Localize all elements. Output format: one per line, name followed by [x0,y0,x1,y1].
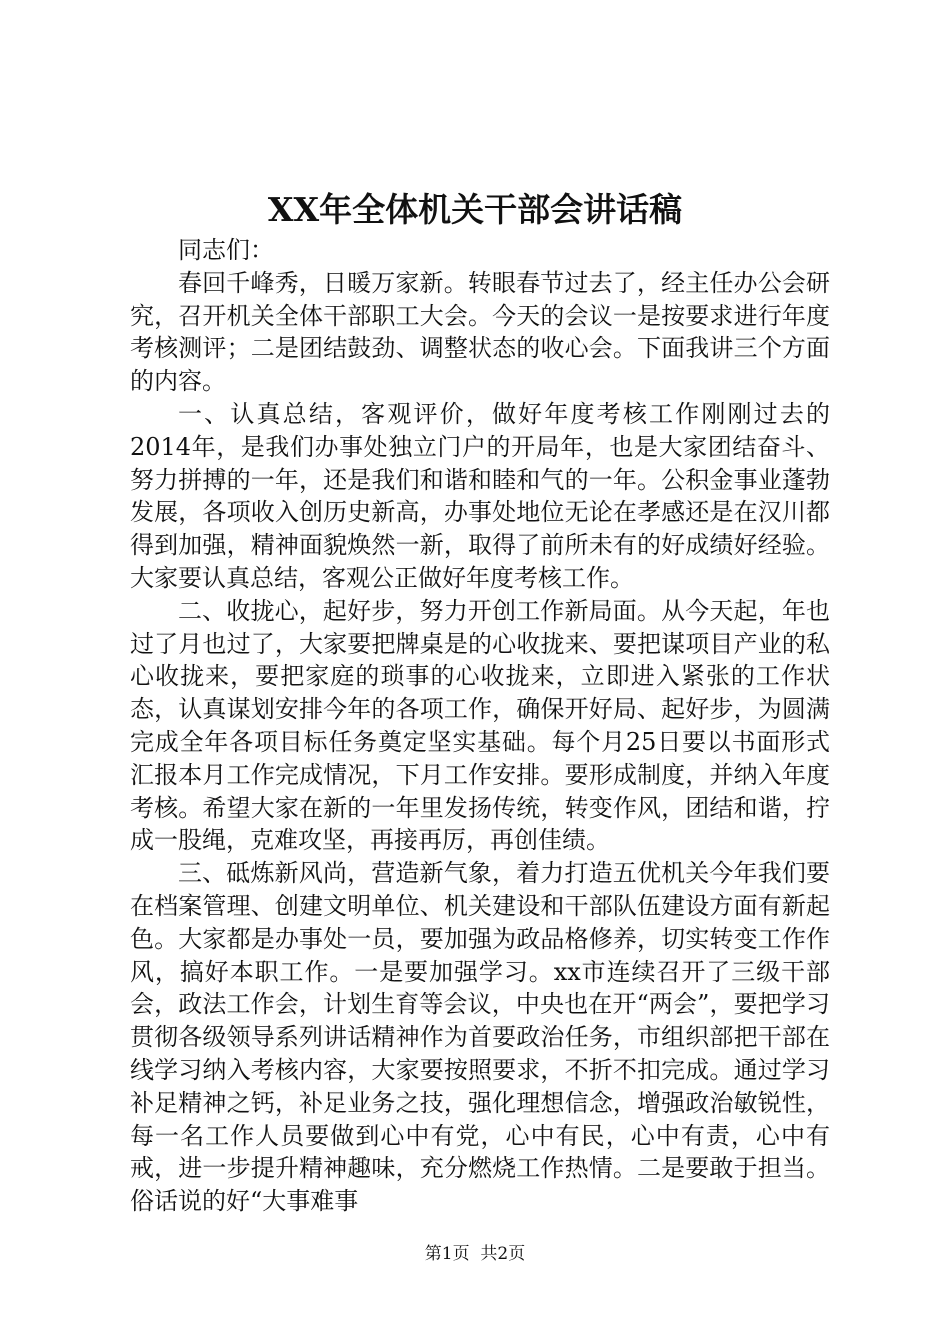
page-footer [0,1243,950,1265]
footer-spacer [470,1244,481,1264]
page-total: 共2页 [480,1244,526,1264]
salutation-paragraph: 同志们： [178,236,274,264]
section-three-paragraph: 三、砥炼新风尚，营造新气象，着力打造五优机关今年我们要在档案管理、创建文明单位、机关建设和干部队伍建设方面有新起色。大家都是办事处一员，要加强为政品格修养，切实转变工作作风，搞好本职工作。一是要加强学习。xx市连续召开了三级干部会，政法工作会，计划生育等会议，中央也在开“两会”，要把学习贯彻各级领导系列讲话精神作为首要政治任务，市组织部把干部在线学习纳入考核内容，大家要按照要求，不折不扣完成。通过学习补足精神之钙，补足业务之技，强化理想信念，增强政治敏锐性，每一名工作人员要做到心中有党，心中有民，心中有责，心中有戒，进一步提升精神趣味，充分燃烧工作热情。二是要敢于担当。俗话说的好“大事难事 [130,859,830,1216]
document-body [130,234,830,1218]
document-title: XX年全体机关干部会讲话稿 [267,190,683,229]
section-one-paragraph: 一、认真总结，客观评价，做好年度考核工作刚刚过去的2014年，是我们办事处独立门户的开局年，也是大家团结奋斗、努力拼搏的一年，还是我们和谐和睦和气的一年。公积金事业蓬勃发展，各项收入创历史新高，办事处地位无论在孝感还是在汉川都得到加强，精神面貌焕然一新，取得了前所未有的好成绩好经验。大家要认真总结，客观公正做好年度考核工作。 [130,399,830,592]
section-two-paragraph: 二、收拢心，起好步，努力开创工作新局面。从今天起，年也过了月也过了，大家要把牌桌是的心收拢来、要把谋项目产业的私心收拢来，要把家庭的琐事的心收拢来，立即进入紧张的工作状态，认真谋划安排今年的各项工作，确保开好局、起好步，为圆满完成全年各项目标任务奠定坚实基础。每个月25日要以书面形式汇报本月工作完成情况，下月工作安排。要形成制度，并纳入年度考核。希望大家在新的一年里发扬传统，转变作风，团结和谐，拧成一股绳，克难攻坚，再接再厉，再创佳绩。 [130,596,830,855]
intro-paragraph: 春回千峰秀，日暖万家新。转眼春节过去了，经主任办公会研究，召开机关全体干部职工大会。今天的会议一是按要求进行年度考核测评；二是团结鼓劲、调整状态的收心会。下面我讲三个方面的内容。 [130,268,830,396]
page-number: 第1页 [424,1244,470,1264]
